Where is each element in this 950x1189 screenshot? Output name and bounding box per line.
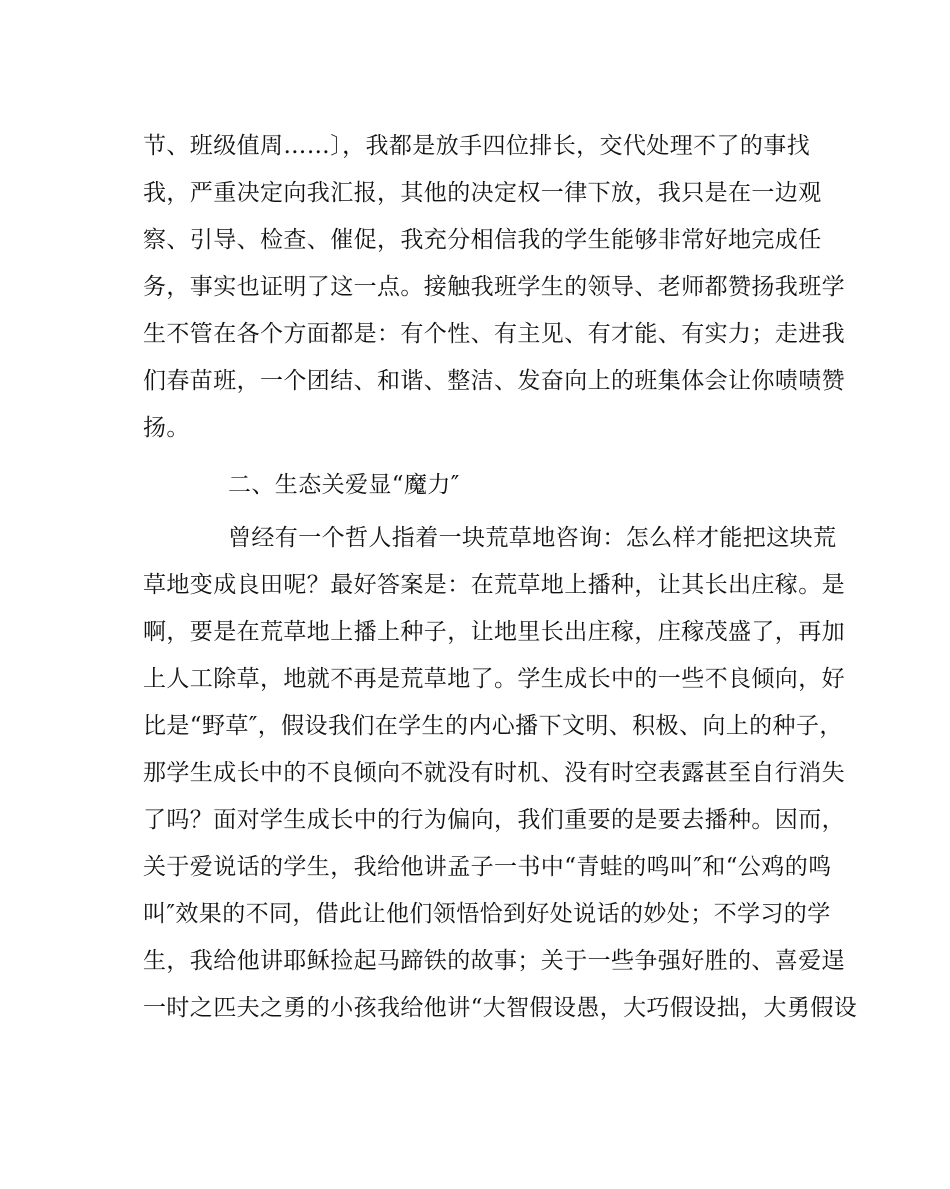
text-line: 察、引导、检查、催促，我充分相信我的学生能够非常好地完成任: [143, 227, 822, 253]
text-line: 曾经有一个哲人指着一块荒草地咨询：怎么样才能把这块荒: [228, 525, 837, 551]
text-line: 生不管在各个方面都是：有个性、有主见、有才能、有实力；走进我: [143, 321, 845, 347]
text-line: 节、班级值周……〕，我都是放手四位排长，交代处理不了的事找: [143, 133, 811, 159]
text-line: 上人工除草，地就不再是荒草地了。学生成长中的一些不良倾向，好: [143, 666, 845, 692]
text-line: 生，我给他讲耶稣捡起马蹄铁的故事；关于一些争强好胜的、喜爱逞: [143, 948, 845, 974]
text-line: 关于爱说话的学生，我给他讲孟子一书中“青蛙的鸣叫″和“公鸡的鸣: [143, 854, 832, 880]
text-line: 啊，要是在荒草地上播上种子，让地里长出庄稼，庄稼茂盛了，再加: [143, 619, 845, 645]
text-line: 一时之匹夫之勇的小孩我给他讲“大智假设愚，大巧假设拙，大勇假设: [143, 995, 858, 1021]
text-line: 我，严重决定向我汇报，其他的决定权一律下放，我只是在一边观: [143, 180, 822, 206]
text-line: 草地变成良田呢？最好答案是：在荒草地上播种，让其长出庄稼。是: [143, 572, 845, 598]
text-line: 们春苗班，一个团结、和谐、整洁、发奋向上的班集体会让你啧啧赞: [143, 368, 845, 394]
text-line: 叫″效果的不同，借此让他们领悟恰到好处说话的妙处；不学习的学: [143, 901, 831, 927]
text-line: 扬。: [143, 415, 190, 441]
text-line: 比是“野草″，假设我们在学生的内心播下文明、积极、向上的种子，: [143, 713, 843, 739]
text-line: 那学生成长中的不良倾向不就没有时机、没有时空表露甚至自行消失: [143, 760, 845, 786]
text-line: 务，事实也证明了这一点。接触我班学生的领导、老师都赞扬我班学: [143, 274, 845, 300]
section-heading: 二、生态关爱显“魔力″: [228, 472, 460, 498]
text-line: 了吗？面对学生成长中的行为偏向，我们重要的是要去播种。因而，: [143, 807, 845, 833]
